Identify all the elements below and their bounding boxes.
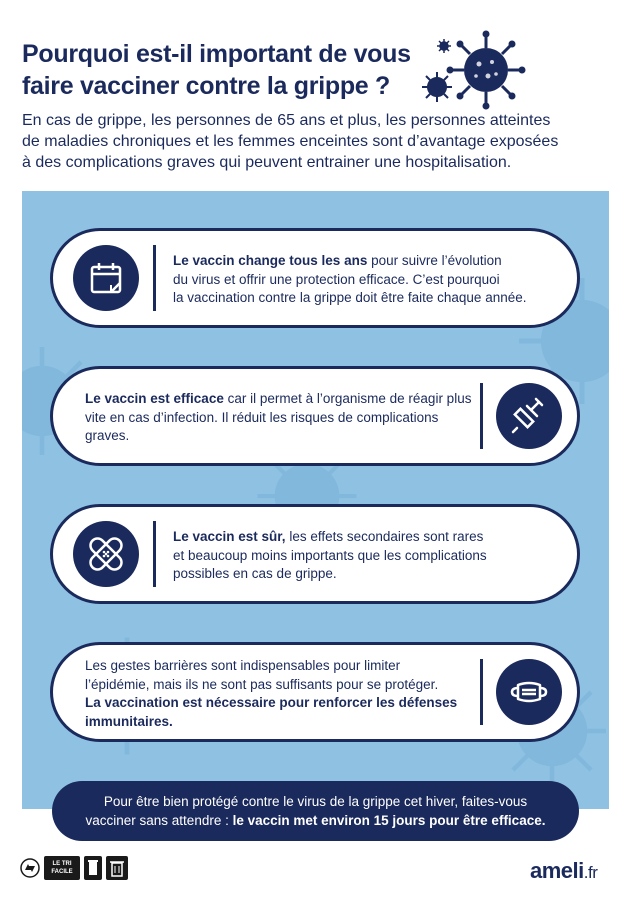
footer-line-2 [52, 811, 579, 830]
card-separator [480, 659, 483, 725]
card-line-2: l’épidémie, mais ils ne sont pas suffisants pour se protéger. [85, 676, 439, 692]
card-line-2: et beaucoup moins importants que les complications [173, 547, 487, 563]
card-barrier-gestures [50, 642, 580, 742]
bin-icon [106, 856, 128, 880]
card-text [173, 252, 527, 308]
card-text-rest: pour suivre l’évolution [367, 253, 502, 268]
logo-facile-text: FACILE [51, 869, 73, 875]
card-separator [153, 245, 156, 311]
brand-tld: .fr [583, 863, 598, 882]
card-line-3: graves. [85, 428, 130, 443]
virus-tiny-icon [436, 38, 452, 54]
card-line-2: vite en cas d’infection. Il réduit les risques de complications [85, 409, 439, 425]
title-line-2: faire vacciner contre la grippe ? [22, 72, 391, 100]
le-tri-facile-logo [44, 856, 80, 880]
page-title [22, 38, 442, 102]
card-bold-text: Le vaccin est sûr, [173, 529, 286, 544]
card-separator [480, 383, 483, 449]
virus-small-icon [420, 70, 454, 104]
bandage-icon [73, 521, 139, 587]
card-vaccine-effective [50, 366, 580, 466]
logo-letri-text: LE TRI [52, 861, 72, 867]
recycling-logos [20, 856, 128, 880]
card-text [85, 390, 471, 446]
card-text [85, 657, 457, 731]
card-line-3: la vaccination contre la grippe doit être faite chaque année. [173, 290, 527, 305]
card-line-3: La vaccination est nécessaire pour renforcer les défenses [85, 695, 458, 710]
syringe-icon [496, 383, 562, 449]
intro-line-1: En cas de grippe, les personnes de 65 ans et plus, les personnes atteintes [22, 112, 551, 129]
card-line-1 [85, 390, 471, 409]
intro-line-2: de maladies chroniques et les femmes enceintes sont d’avantage exposées [22, 133, 559, 150]
footer-line-1: Pour être bien protégé contre le virus de la grippe cet hiver, faites-vous [103, 794, 528, 809]
title-line-1: Pourquoi est-il important de vous [22, 40, 411, 68]
card-bold-text: Le vaccin est efficace [85, 391, 224, 406]
intro-paragraph [22, 110, 612, 173]
footer-bold-text: le vaccin met environ 15 jours pour être efficace. [232, 813, 546, 828]
mask-icon [496, 659, 562, 725]
card-line-2: du virus et offrir une protection efficace. C’est pourquoi [173, 271, 500, 287]
card-separator [153, 521, 156, 587]
card-vaccine-changes [50, 228, 580, 328]
card-vaccine-safe [50, 504, 580, 604]
ameli-logo [530, 858, 597, 884]
card-line-1: Les gestes barrières sont indispensables pour limiter [85, 658, 401, 673]
card-text-rest: les effets secondaires sont rares [285, 529, 484, 544]
card-text-rest: car il permet à l’organisme de réagir plus [223, 391, 472, 406]
triman-logo-icon [20, 858, 40, 878]
brand-name: ameli [530, 858, 584, 883]
card-line-1 [173, 252, 527, 271]
card-line-3: possibles en cas de grippe. [173, 566, 337, 581]
card-text [173, 528, 487, 584]
card-line-1 [173, 528, 487, 547]
card-bold-text: Le vaccin change tous les ans [173, 253, 368, 268]
recycle-bin-icon [84, 856, 102, 880]
footer-message [52, 781, 579, 841]
virus-icon [446, 30, 526, 110]
footer-plain-text: vacciner sans attendre : [85, 813, 233, 828]
calendar-icon [73, 245, 139, 311]
card-line-4: immunitaires. [85, 713, 173, 729]
intro-line-3: à des complications graves qui peuvent entrainer une hospitalisation. [22, 154, 512, 171]
